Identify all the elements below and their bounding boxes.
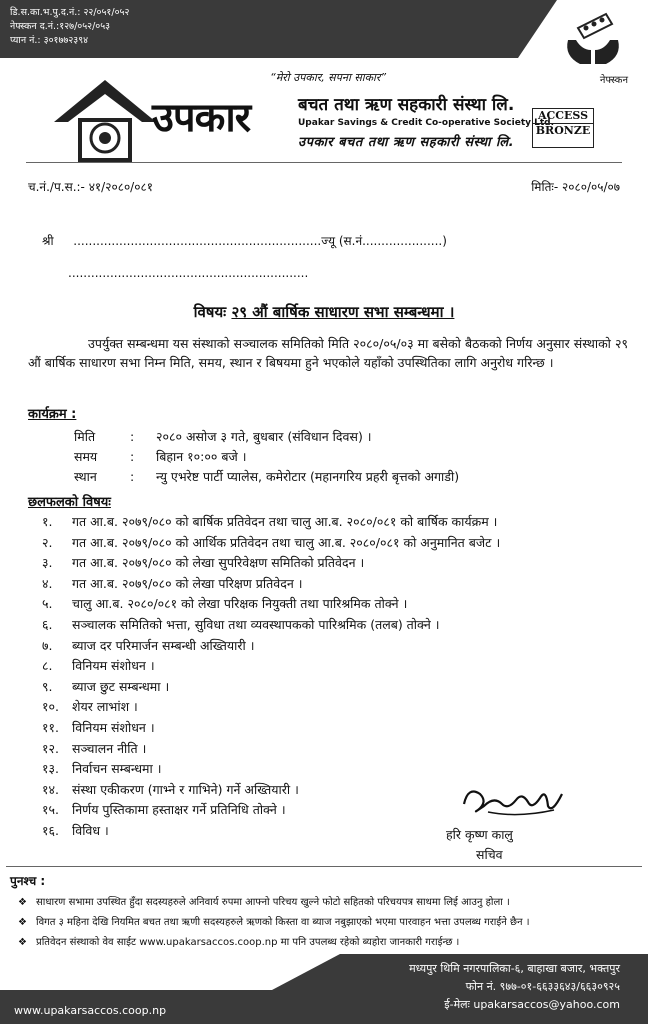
agenda-item [42,759,500,780]
agenda-number: १२. [42,740,59,756]
subject-text: २९ औं बार्षिक साधारण सभा सम्बन्धमा । [231,303,455,321]
diamond-bullet-icon: ❖ [18,897,27,908]
program-label: मिति [74,429,96,444]
agenda-number: ४. [42,575,53,591]
program-value: २०८० असोज ३ गते, बुधबार (संविधान दिवस) । [156,429,372,444]
reference-number: च.नं./प.स.:- ४१/२०८०/०८१ [28,180,153,194]
body-paragraph: उपर्युक्त सम्बन्धमा यस संस्थाको सञ्चालक समितिको मिति २०८०/०५/०३ मा बसेको बैठकको निर्णय अनुसार संस्थाको २९ औं बार्षिक साधारण सभा निम्न मिति, समय, स्थान र बिषयमा हुने भएकोले यहाँको उपस्थितिका लागि अनुरोध गरिन्छ । [28,336,628,370]
agenda-text: शेयर लाभांश । [72,699,138,715]
subject-label: विषयः [193,303,227,321]
agenda-item [42,636,500,657]
agenda-number: ७. [42,637,53,653]
agenda-item [42,677,500,698]
postscript-title: पुनश्च : [10,874,46,888]
agenda-number: १६. [42,822,59,838]
program-label: स्थान [74,469,97,484]
agenda-text: निर्वाचन सम्बन्धमा । [72,761,162,777]
footer-address: मध्यपुर थिमि नगरपालिका-६, बाहाखा बजार, भक्तपुर [409,962,620,975]
access-bronze-badge [532,108,594,148]
agenda-item [42,697,500,718]
agenda-text: ब्याज दर परिमार्जन सम्बन्धी अख्तियारी । [72,637,255,653]
agenda-number: ३. [42,555,53,571]
agenda-number: ६. [42,616,53,632]
agenda-number: ९. [42,678,53,694]
addressee-line [42,232,447,249]
agenda-text: विनियम संशोधन । [72,658,155,674]
agenda-text: गत आ.ब. २०७९/०८० को आर्थिक प्रतिवेदन तथा चालु आ.ब. २०८०/०८१ को अनुमानित बजेट । [72,534,501,550]
diamond-bullet-icon: ❖ [18,917,27,928]
motto: “मेरो उपकार, सपना साकार” [270,71,387,84]
postscript-text: प्रतिवेदन संस्थाको वेव साईट www.upakarsaccos.coop.np मा पनि उपलब्ध रहेको ब्यहोरा जानकारी गराईन्छ । [36,937,460,948]
agenda-item [42,718,500,739]
program-value: बिहान १०:०० बजे । [156,449,247,464]
footer-email: ई-मेलः upakarsaccos@yahoo.com [444,998,620,1011]
agenda-text: सञ्चालक समितिको भत्ता, सुविधा तथा व्यवस्थापकको पारिश्रमिक (तलब) तोक्ने । [72,616,440,632]
agenda-text: विविध । [72,822,109,838]
nefscun-hands-logo [558,6,628,70]
diamond-bullet-icon: ❖ [18,937,27,948]
agenda-item [42,656,500,677]
agenda-item [42,553,500,574]
agenda-number: १. [42,514,53,529]
agenda-item [42,739,500,760]
program-row: मिति : २०८० असोज ३ गते, बुधबार (संविधान दिवस) । [74,429,372,444]
org-english-name: Upakar Savings & Credit Co-operative Society Ltd. [298,118,555,128]
badge-line: ACCESS [533,109,593,124]
agenda-text: गत आ.ब. २०७९/०८० को बार्षिक प्रतिवेदन तथा चालु आ.ब. २०८०/०८१ को बार्षिक कार्यक्रम । [72,514,498,529]
postscript-text: विगत ३ महिना देखि नियमित बचत तथा ऋणी सदस्यहरुले ऋणको किस्ता वा ब्याज नबुझाएको भएमा पारवाहन भत्ता उपलब्ध गराईने छैन । [36,917,530,928]
agenda-number: २. [42,534,53,550]
agenda-number: ११. [42,719,59,735]
agenda-text: संस्था एकीकरण (गाभ्ने र गाभिने) गर्ने अख्तियारी । [72,781,299,797]
badge-line: BRONZE [535,124,591,137]
agenda-number: ५. [42,596,53,612]
agenda-item [42,533,500,554]
program-value: न्यु एभरेष्ट पार्टी प्यालेस, कमेरोटार (महानगरिय प्रहरी बृत्तको अगाडी) [156,469,460,484]
header-divider [26,162,622,163]
agenda-text: सञ्चालन नीति । [72,740,147,756]
agenda-text: निर्णय पुस्तिकामा हस्ताक्षर गर्ने प्रतिनिधि तोक्ने । [72,802,286,818]
agenda-text: चालु आ.ब. २०८०/०८१ को लेखा परिक्षक नियुक्ती तथा पारिश्रमिक तोक्ने । [72,596,408,612]
addressee-blank: .................................................................ज्यू (स.नं.....................) [73,234,447,248]
letter-date: मितिः- २०८०/०५/०७ [531,180,620,194]
agenda-text: गत आ.ब. २०७९/०८० को लेखा सुपरिवेक्षण समितिको प्रतिवेदन । [72,555,365,571]
agenda-number: १०. [42,699,59,715]
registration-line: नेफ्स्कन द.नं.:१२७/०५२/०५३ [10,21,111,32]
subject-heading [0,302,648,322]
postscript-divider [6,866,642,867]
agenda-item [42,800,500,821]
upakar-house-logo [50,74,160,164]
agenda-title: छलफलको विषयः [28,495,111,510]
agenda-item [42,615,500,636]
program-title: कार्यक्रम : [28,407,77,422]
footer-website: www.upakarsaccos.coop.np [14,1004,167,1017]
agenda-list [42,512,500,842]
nefscun-label: नेफ्स्कन [599,75,628,86]
footer-phone: फोन नं. ९७७-०१-६६३३६४३/६६३०९२५ [465,980,620,993]
postscript-item [18,934,459,948]
agenda-number: १४. [42,781,59,797]
program-label: समय [74,449,98,464]
agenda-text: विनियम संशोधन । [72,719,155,735]
agenda-item [42,574,500,595]
postscript-item [18,894,510,908]
registration-info [10,6,129,48]
registration-line: डि.स.का.भ.पु.द.नं.: २२/०५१/०५२ [10,7,130,18]
agenda-number: १५. [42,802,59,818]
signatory-title: सचिव [476,847,503,862]
agenda-item [42,594,500,615]
agenda-item [42,821,500,842]
registration-line: प्यान नं.: ३०१७७२३९४ [10,35,89,46]
agenda-item [42,780,500,801]
org-subtitle: बचत तथा ऋण सहकारी संस्था लि. [298,95,515,115]
addressee-prefix: श्री [42,234,54,248]
org-name: उपकार [152,94,251,141]
signatory-name: हरि कृष्ण कालु [446,827,513,842]
org-tagline: उपकार बचत तथा ऋण सहकारी संस्था लि. [298,135,515,150]
program-row: समय : बिहान १०:०० बजे । [74,449,247,464]
postscript-item [18,914,530,928]
program-row: स्थान : न्यु एभरेष्ट पार्टी प्यालेस, कमेरोटार (महानगरिय प्रहरी बृत्तको अगाडी) [74,469,460,484]
agenda-text: गत आ.ब. २०७९/०८० को लेखा परिक्षण प्रतिवेदन । [72,575,303,591]
agenda-text: ब्याज छुट सम्बन्धमा । [72,678,170,694]
handwritten-signature [458,780,568,820]
agenda-item [42,512,500,533]
agenda-number: १३. [42,761,59,777]
addressee-line-2: ............................................................... [68,266,309,280]
agenda-number: ८. [42,658,53,674]
postscript-text: साधारण सभामा उपस्थित हुँदा सदस्यहरुले अनिवार्य रुपमा आफ्नो परिचय खुल्ने फोटो सहितको परिचयपत्र साथमा लिई आउनु होला । [36,897,510,908]
